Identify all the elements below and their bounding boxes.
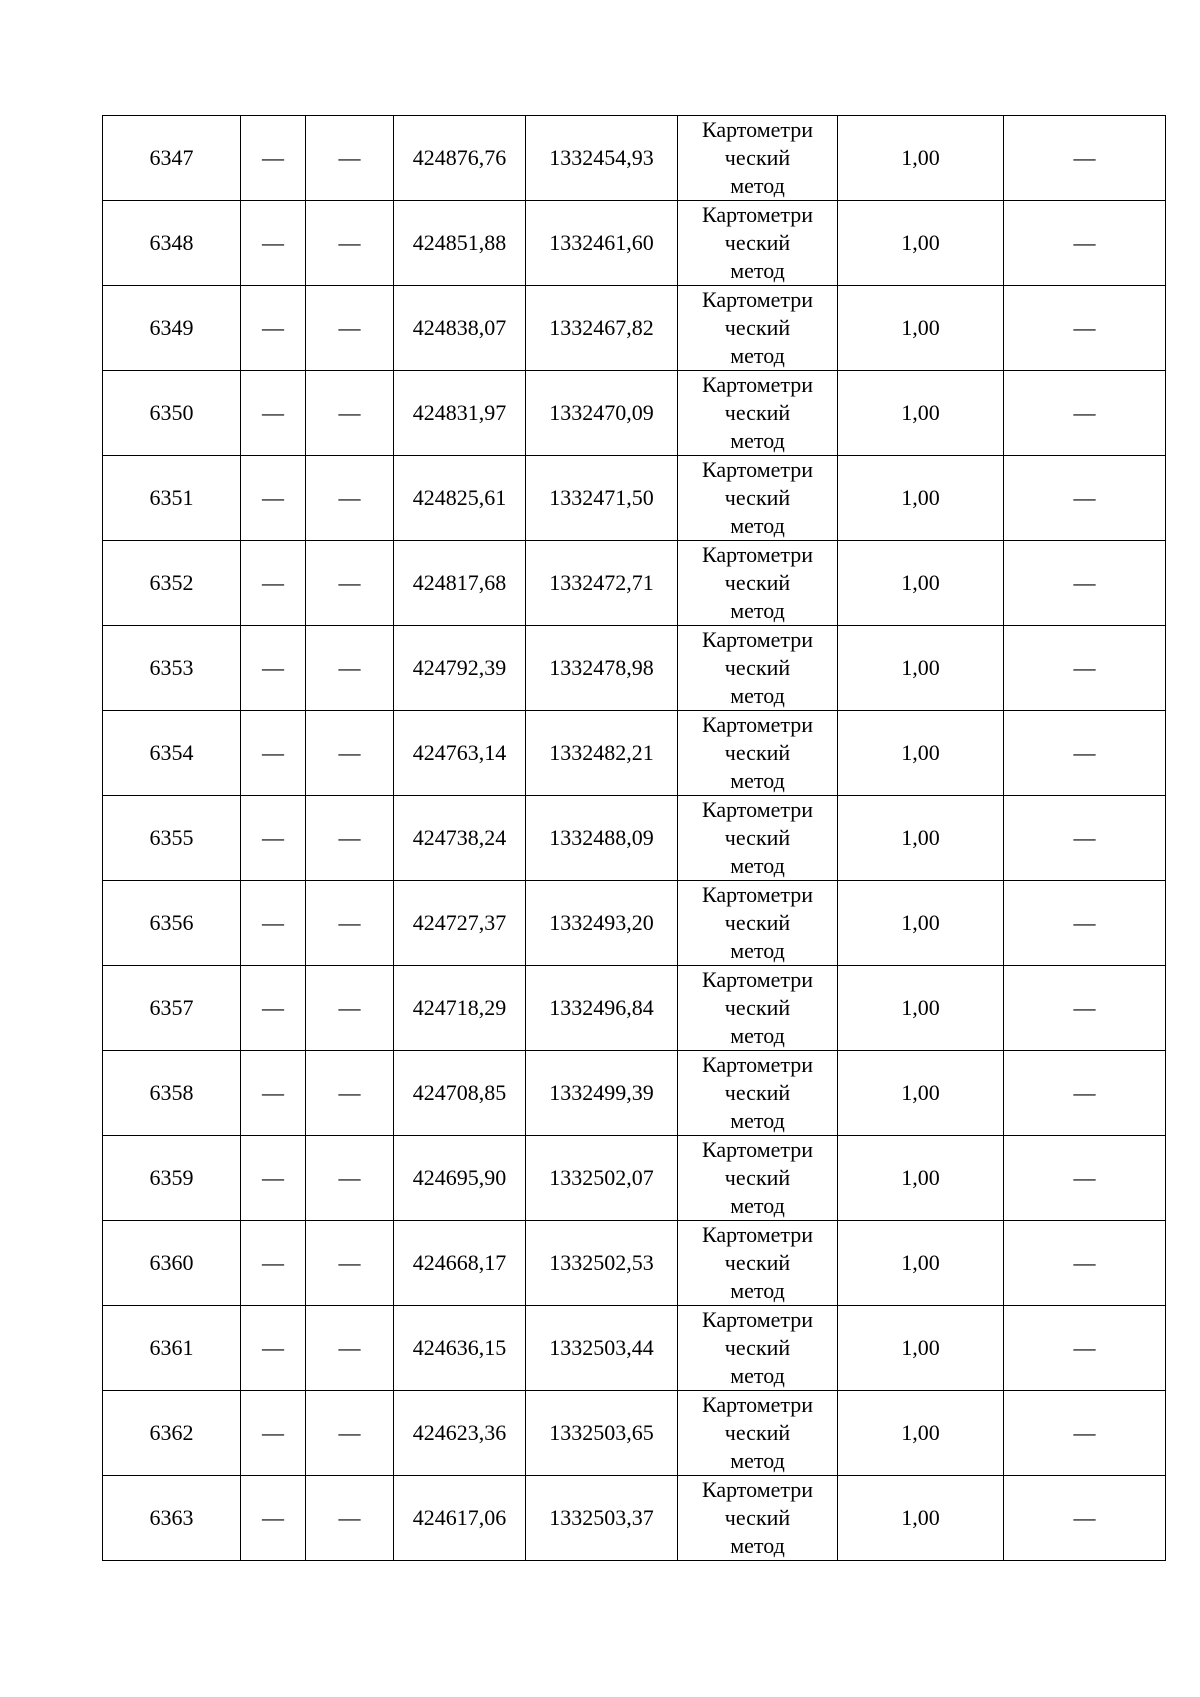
method-text-line: ческий — [724, 315, 791, 340]
method-cell — [678, 1051, 838, 1136]
x-coordinate-cell: 424825,61 — [394, 456, 526, 541]
empty-value-cell: — — [306, 881, 394, 966]
empty-value-cell: — — [306, 1221, 394, 1306]
method-text-line: ческий — [724, 1420, 791, 1445]
y-coordinate-cell: 1332503,37 — [526, 1476, 678, 1561]
method-text-line: ческий — [724, 230, 791, 255]
x-coordinate-cell: 424708,85 — [394, 1051, 526, 1136]
y-coordinate-cell: 1332502,53 — [526, 1221, 678, 1306]
empty-value-cell: — — [306, 1476, 394, 1561]
table-row — [103, 541, 1166, 626]
y-coordinate-cell: 1332461,60 — [526, 201, 678, 286]
method-text-line: ческий — [724, 1505, 791, 1530]
point-number-cell: 6347 — [103, 116, 241, 201]
empty-value-cell: — — [1004, 966, 1166, 1051]
empty-value-cell: — — [306, 1136, 394, 1221]
method-text-line: ческий — [724, 910, 791, 935]
accuracy-cell: 1,00 — [838, 371, 1004, 456]
y-coordinate-cell: 1332482,21 — [526, 711, 678, 796]
method-cell — [678, 201, 838, 286]
empty-value-cell: — — [306, 456, 394, 541]
method-cell — [678, 1306, 838, 1391]
method-text-line: ческий — [724, 655, 791, 680]
method-text-line: Картометри — [701, 287, 814, 312]
method-text-line: ческий — [724, 1080, 791, 1105]
method-text-line: Картометри — [701, 967, 814, 992]
point-number-cell: 6362 — [103, 1391, 241, 1476]
empty-value-cell: — — [306, 286, 394, 371]
method-text-line: метод — [730, 683, 785, 708]
accuracy-cell: 1,00 — [838, 966, 1004, 1051]
x-coordinate-cell: 424623,36 — [394, 1391, 526, 1476]
y-coordinate-cell: 1332470,09 — [526, 371, 678, 456]
empty-value-cell: — — [241, 541, 306, 626]
y-coordinate-cell: 1332471,50 — [526, 456, 678, 541]
point-number-cell: 6357 — [103, 966, 241, 1051]
accuracy-cell: 1,00 — [838, 541, 1004, 626]
table-row — [103, 201, 1166, 286]
method-text-line: Картометри — [701, 542, 814, 567]
method-text-line: Картометри — [701, 1222, 814, 1247]
x-coordinate-cell: 424636,15 — [394, 1306, 526, 1391]
method-text-line: Картометри — [701, 457, 814, 482]
method-text-line: метод — [730, 1193, 785, 1218]
method-text-line: метод — [730, 1108, 785, 1133]
accuracy-cell: 1,00 — [838, 286, 1004, 371]
method-text-line: Картометри — [701, 1137, 814, 1162]
method-cell — [678, 966, 838, 1051]
method-cell — [678, 1221, 838, 1306]
method-text-line: метод — [730, 428, 785, 453]
method-text-line: метод — [730, 1363, 785, 1388]
method-text-line: метод — [730, 598, 785, 623]
x-coordinate-cell: 424831,97 — [394, 371, 526, 456]
point-number-cell: 6360 — [103, 1221, 241, 1306]
accuracy-cell: 1,00 — [838, 1306, 1004, 1391]
method-text-line: метод — [730, 513, 785, 538]
method-text-line: ческий — [724, 1335, 791, 1360]
x-coordinate-cell: 424876,76 — [394, 116, 526, 201]
empty-value-cell: — — [1004, 626, 1166, 711]
empty-value-cell: — — [241, 371, 306, 456]
accuracy-cell: 1,00 — [838, 626, 1004, 711]
y-coordinate-cell: 1332502,07 — [526, 1136, 678, 1221]
empty-value-cell: — — [306, 626, 394, 711]
empty-value-cell: — — [306, 1306, 394, 1391]
method-text-line: метод — [730, 1448, 785, 1473]
empty-value-cell: — — [241, 881, 306, 966]
accuracy-cell: 1,00 — [838, 881, 1004, 966]
point-number-cell: 6363 — [103, 1476, 241, 1561]
coordinates-table — [102, 115, 1166, 1561]
table-row — [103, 1136, 1166, 1221]
y-coordinate-cell: 1332478,98 — [526, 626, 678, 711]
method-cell — [678, 1136, 838, 1221]
accuracy-cell: 1,00 — [838, 1391, 1004, 1476]
x-coordinate-cell: 424718,29 — [394, 966, 526, 1051]
method-text-line: Картометри — [701, 1392, 814, 1417]
empty-value-cell: — — [241, 1221, 306, 1306]
table-row — [103, 796, 1166, 881]
empty-value-cell: — — [306, 116, 394, 201]
document-page — [102, 115, 1166, 1561]
method-text-line: Картометри — [701, 1477, 814, 1502]
method-text-line: ческий — [724, 825, 791, 850]
x-coordinate-cell: 424617,06 — [394, 1476, 526, 1561]
point-number-cell: 6358 — [103, 1051, 241, 1136]
method-text-line: Картометри — [701, 372, 814, 397]
method-text-line: Картометри — [701, 882, 814, 907]
empty-value-cell: — — [241, 711, 306, 796]
method-text-line: метод — [730, 768, 785, 793]
accuracy-cell: 1,00 — [838, 1136, 1004, 1221]
empty-value-cell: — — [1004, 286, 1166, 371]
empty-value-cell: — — [1004, 711, 1166, 796]
method-cell — [678, 796, 838, 881]
point-number-cell: 6350 — [103, 371, 241, 456]
x-coordinate-cell: 424695,90 — [394, 1136, 526, 1221]
accuracy-cell: 1,00 — [838, 116, 1004, 201]
y-coordinate-cell: 1332503,65 — [526, 1391, 678, 1476]
accuracy-cell: 1,00 — [838, 1051, 1004, 1136]
empty-value-cell: — — [241, 201, 306, 286]
method-cell — [678, 541, 838, 626]
table-row — [103, 1476, 1166, 1561]
method-cell — [678, 711, 838, 796]
method-text-line: ческий — [724, 995, 791, 1020]
x-coordinate-cell: 424738,24 — [394, 796, 526, 881]
method-text-line: Картометри — [701, 797, 814, 822]
point-number-cell: 6361 — [103, 1306, 241, 1391]
point-number-cell: 6352 — [103, 541, 241, 626]
y-coordinate-cell: 1332454,93 — [526, 116, 678, 201]
method-text-line: метод — [730, 1023, 785, 1048]
empty-value-cell: — — [1004, 456, 1166, 541]
method-text-line: ческий — [724, 740, 791, 765]
table-row — [103, 286, 1166, 371]
y-coordinate-cell: 1332499,39 — [526, 1051, 678, 1136]
empty-value-cell: — — [1004, 1476, 1166, 1561]
y-coordinate-cell: 1332503,44 — [526, 1306, 678, 1391]
method-cell — [678, 371, 838, 456]
x-coordinate-cell: 424727,37 — [394, 881, 526, 966]
method-text-line: Картометри — [701, 627, 814, 652]
method-text-line: ческий — [724, 400, 791, 425]
x-coordinate-cell: 424817,68 — [394, 541, 526, 626]
empty-value-cell: — — [306, 796, 394, 881]
table-row — [103, 456, 1166, 541]
method-text-line: ческий — [724, 570, 791, 595]
point-number-cell: 6351 — [103, 456, 241, 541]
empty-value-cell: — — [1004, 1051, 1166, 1136]
method-text-line: ческий — [724, 1250, 791, 1275]
empty-value-cell: — — [1004, 541, 1166, 626]
x-coordinate-cell: 424792,39 — [394, 626, 526, 711]
table-row — [103, 626, 1166, 711]
method-cell — [678, 116, 838, 201]
method-cell — [678, 626, 838, 711]
empty-value-cell: — — [1004, 201, 1166, 286]
method-cell — [678, 881, 838, 966]
point-number-cell: 6355 — [103, 796, 241, 881]
method-text-line: Картометри — [701, 202, 814, 227]
point-number-cell: 6349 — [103, 286, 241, 371]
empty-value-cell: — — [306, 1391, 394, 1476]
empty-value-cell: — — [241, 796, 306, 881]
table-row — [103, 1391, 1166, 1476]
method-text-line: ческий — [724, 1165, 791, 1190]
empty-value-cell: — — [1004, 1306, 1166, 1391]
point-number-cell: 6353 — [103, 626, 241, 711]
x-coordinate-cell: 424668,17 — [394, 1221, 526, 1306]
table-row — [103, 1051, 1166, 1136]
y-coordinate-cell: 1332467,82 — [526, 286, 678, 371]
empty-value-cell: — — [241, 1306, 306, 1391]
empty-value-cell: — — [1004, 371, 1166, 456]
method-text-line: метод — [730, 938, 785, 963]
empty-value-cell: — — [1004, 1391, 1166, 1476]
method-text-line: метод — [730, 173, 785, 198]
empty-value-cell: — — [1004, 1136, 1166, 1221]
accuracy-cell: 1,00 — [838, 1221, 1004, 1306]
empty-value-cell: — — [306, 711, 394, 796]
method-text-line: метод — [730, 258, 785, 283]
point-number-cell: 6348 — [103, 201, 241, 286]
empty-value-cell: — — [241, 1136, 306, 1221]
empty-value-cell: — — [241, 966, 306, 1051]
method-cell — [678, 456, 838, 541]
empty-value-cell: — — [241, 1476, 306, 1561]
empty-value-cell: — — [1004, 116, 1166, 201]
method-text-line: Картометри — [701, 712, 814, 737]
empty-value-cell: — — [1004, 881, 1166, 966]
point-number-cell: 6359 — [103, 1136, 241, 1221]
empty-value-cell: — — [241, 286, 306, 371]
empty-value-cell: — — [241, 1051, 306, 1136]
table-row — [103, 881, 1166, 966]
accuracy-cell: 1,00 — [838, 796, 1004, 881]
method-text-line: метод — [730, 1533, 785, 1558]
table-row — [103, 1306, 1166, 1391]
table-row — [103, 1221, 1166, 1306]
table-body — [103, 116, 1166, 1561]
empty-value-cell: — — [1004, 1221, 1166, 1306]
y-coordinate-cell: 1332488,09 — [526, 796, 678, 881]
empty-value-cell: — — [306, 966, 394, 1051]
y-coordinate-cell: 1332496,84 — [526, 966, 678, 1051]
method-text-line: Картометри — [701, 117, 814, 142]
method-text-line: метод — [730, 343, 785, 368]
method-cell — [678, 1476, 838, 1561]
accuracy-cell: 1,00 — [838, 456, 1004, 541]
method-cell — [678, 286, 838, 371]
method-text-line: Картометри — [701, 1307, 814, 1332]
empty-value-cell: — — [241, 456, 306, 541]
empty-value-cell: — — [306, 371, 394, 456]
table-row — [103, 371, 1166, 456]
empty-value-cell: — — [241, 116, 306, 201]
x-coordinate-cell: 424851,88 — [394, 201, 526, 286]
accuracy-cell: 1,00 — [838, 1476, 1004, 1561]
table-row — [103, 966, 1166, 1051]
method-text-line: ческий — [724, 145, 791, 170]
table-row — [103, 116, 1166, 201]
method-text-line: метод — [730, 853, 785, 878]
method-text-line: Картометри — [701, 1052, 814, 1077]
table-row — [103, 711, 1166, 796]
y-coordinate-cell: 1332493,20 — [526, 881, 678, 966]
point-number-cell: 6354 — [103, 711, 241, 796]
x-coordinate-cell: 424838,07 — [394, 286, 526, 371]
x-coordinate-cell: 424763,14 — [394, 711, 526, 796]
method-cell — [678, 1391, 838, 1476]
y-coordinate-cell: 1332472,71 — [526, 541, 678, 626]
accuracy-cell: 1,00 — [838, 711, 1004, 796]
empty-value-cell: — — [306, 201, 394, 286]
empty-value-cell: — — [241, 626, 306, 711]
accuracy-cell: 1,00 — [838, 201, 1004, 286]
method-text-line: ческий — [724, 485, 791, 510]
point-number-cell: 6356 — [103, 881, 241, 966]
method-text-line: метод — [730, 1278, 785, 1303]
empty-value-cell: — — [1004, 796, 1166, 881]
empty-value-cell: — — [241, 1391, 306, 1476]
empty-value-cell: — — [306, 541, 394, 626]
empty-value-cell: — — [306, 1051, 394, 1136]
